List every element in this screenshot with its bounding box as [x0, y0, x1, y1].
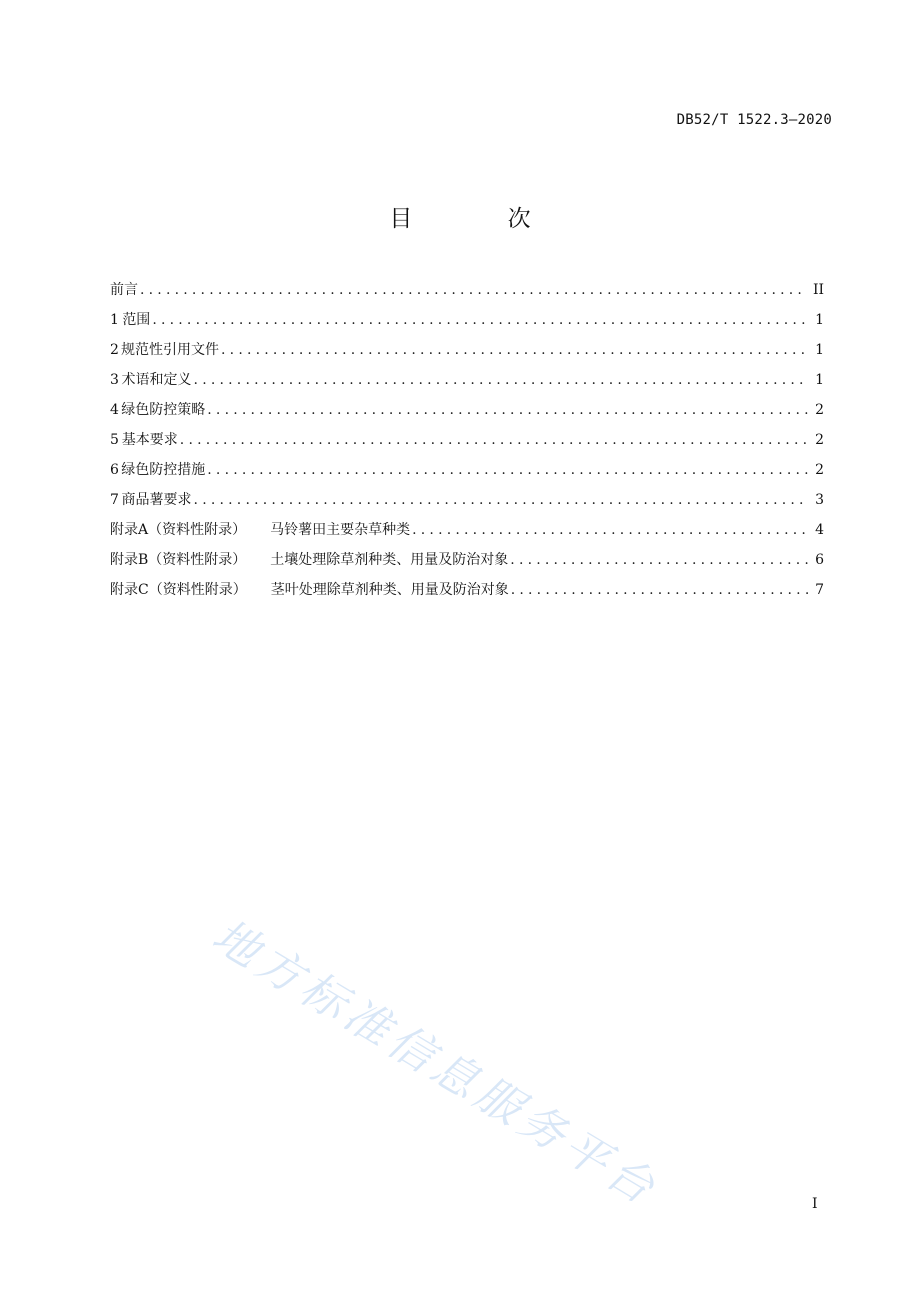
- toc-leader-dots: [152, 306, 808, 334]
- toc-entry-5[interactable]: [110, 426, 824, 456]
- toc-entry-prefix: 附录A（资料性附录）: [110, 522, 247, 538]
- toc-entry-appendix-b[interactable]: [110, 546, 824, 576]
- document-id: DB52/T 1522.3—2020: [676, 112, 832, 128]
- toc-leader-dots: [207, 396, 808, 424]
- toc-entry-page: 2: [815, 402, 824, 418]
- toc-entry-page: 1: [815, 372, 824, 388]
- toc-entry-label: 范围: [122, 312, 151, 328]
- toc-entry-2[interactable]: [110, 336, 824, 366]
- toc-entry-label: 术语和定义: [121, 372, 192, 388]
- page-number: I: [812, 1196, 818, 1212]
- toc-entry-label: 土壤处理除草剂种类、用量及防治对象: [270, 552, 509, 568]
- toc-leader-dots: [510, 546, 808, 574]
- toc-entry-number: 4: [110, 402, 119, 418]
- toc-entry-page: 2: [815, 462, 824, 478]
- page-title: 目 次: [389, 206, 575, 232]
- toc-leader-dots: [207, 456, 808, 484]
- toc-leader-dots: [180, 426, 808, 454]
- toc-entry-number: 1: [110, 312, 119, 328]
- toc-entry-prefix: 附录C（资料性附录）: [110, 582, 247, 598]
- toc-entry-label: 茎叶处理除草剂种类、用量及防治对象: [270, 582, 509, 598]
- toc-entry-prefix: 附录B（资料性附录）: [110, 552, 247, 568]
- toc-entry-number: 3: [110, 372, 119, 388]
- toc-entry-7[interactable]: [110, 486, 824, 516]
- toc-entry-page: 2: [815, 432, 824, 448]
- table-of-contents: [110, 276, 824, 606]
- toc-entry-appendix-c[interactable]: [110, 576, 824, 606]
- toc-entry-foreword[interactable]: [110, 276, 824, 306]
- toc-entry-3[interactable]: [110, 366, 824, 396]
- toc-entry-page: II: [812, 282, 824, 298]
- toc-entry-appendix-a[interactable]: [110, 516, 824, 546]
- toc-leader-dots: [511, 576, 808, 604]
- toc-entry-page: 3: [815, 492, 824, 508]
- toc-entry-label: 马铃薯田主要杂草种类: [270, 522, 411, 538]
- toc-entry-number: 6: [110, 462, 119, 478]
- watermark: 地方标准信息服务平台: [203, 908, 669, 1217]
- toc-entry-label: 基本要求: [121, 432, 178, 448]
- toc-entry-page: 1: [815, 342, 824, 358]
- toc-entry-label: 前言: [110, 282, 138, 298]
- toc-leader-dots: [140, 276, 807, 304]
- toc-entry-page: 7: [815, 582, 824, 598]
- toc-entry-1[interactable]: [110, 306, 824, 336]
- toc-entry-label: 绿色防控策略: [121, 402, 206, 418]
- toc-leader-dots: [194, 366, 808, 394]
- toc-leader-dots: [194, 486, 808, 514]
- toc-entry-page: 6: [815, 552, 824, 568]
- toc-entry-number: 7: [110, 492, 119, 508]
- toc-entry-number: 5: [110, 432, 119, 448]
- toc-entry-page: 4: [815, 522, 824, 538]
- toc-entry-label: 商品薯要求: [121, 492, 192, 508]
- toc-entry-label: 规范性引用文件: [121, 342, 220, 358]
- toc-entry-number: 2: [110, 342, 119, 358]
- toc-entry-label: 绿色防控措施: [121, 462, 206, 478]
- toc-leader-dots: [412, 516, 808, 544]
- toc-entry-4[interactable]: [110, 396, 824, 426]
- toc-entry-page: 1: [815, 312, 824, 328]
- toc-leader-dots: [221, 336, 808, 364]
- toc-entry-6[interactable]: [110, 456, 824, 486]
